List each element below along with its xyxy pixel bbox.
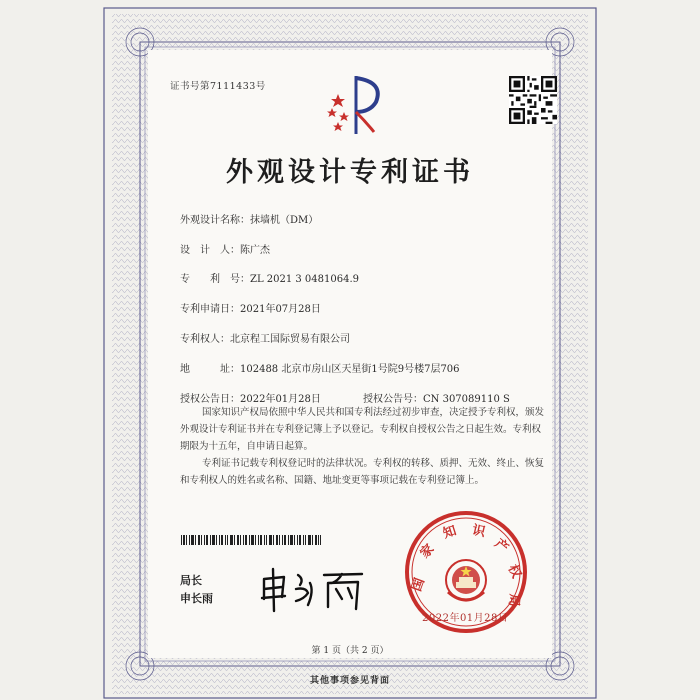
patent-number-label: 专 利 号： bbox=[180, 274, 250, 285]
designer-label: 设 计 人： bbox=[180, 245, 240, 256]
patent-office-emblem-icon bbox=[326, 72, 388, 138]
svg-text:家: 家 bbox=[417, 541, 438, 562]
qr-code-icon bbox=[509, 76, 557, 124]
signatory-title: 局长 bbox=[180, 574, 202, 587]
design-name-label: 外观设计名称： bbox=[180, 215, 250, 226]
svg-text:局: 局 bbox=[505, 593, 522, 608]
design-name-value: 抹墙机（DM） bbox=[250, 215, 319, 226]
address-value: 102488 北京市房山区天星街1号院9号楼7层706 bbox=[240, 364, 460, 375]
grant-number-value: CN 307089110 S bbox=[423, 394, 510, 405]
barcode-icon bbox=[181, 535, 321, 545]
certificate-title: 外观设计专利证书 bbox=[226, 157, 474, 188]
svg-text:国: 国 bbox=[409, 576, 428, 594]
address-label: 地 址： bbox=[180, 364, 240, 375]
filing-date-value: 2021年07月28日 bbox=[240, 304, 321, 315]
svg-text:产: 产 bbox=[491, 536, 512, 557]
svg-text:知: 知 bbox=[441, 523, 459, 542]
filing-date-label: 专利申请日： bbox=[180, 304, 240, 315]
seal-date: 2022年01月28日 bbox=[422, 613, 509, 624]
patent-number-value: ZL 2021 3 0481064.9 bbox=[250, 274, 360, 285]
paragraph-grant-statement: 国家知识产权局依照中华人民共和国专利法经过初步审查，决定授予专利权，颁发外观设计专利证书并在专利登记簿上予以登记。专利权自授权公告之日起生效。专利权期限为十五年，自申请日起算。 bbox=[180, 407, 545, 452]
paragraph-legal-status: 专利证书记载专利权登记时的法律状况。专利权的转移、质押、无效、终止、恢复和专利权人的姓名或名称、国籍、地址变更等事项记载在专利登记簿上。 bbox=[180, 458, 545, 486]
patentee-value: 北京程工国际贸易有限公司 bbox=[230, 334, 350, 345]
grant-number-label: 授权公告号： bbox=[363, 394, 423, 405]
designer-value: 陈广杰 bbox=[240, 245, 270, 256]
grant-date-label: 授权公告日： bbox=[180, 394, 240, 405]
grant-date-value: 2022年01月28日 bbox=[240, 394, 321, 405]
patentee-label: 专利权人： bbox=[180, 334, 230, 345]
field-filing-date bbox=[180, 300, 321, 315]
field-grant-date bbox=[180, 390, 321, 405]
signatory-name: 申长雨 bbox=[180, 592, 213, 605]
field-address bbox=[180, 360, 460, 375]
field-patentee bbox=[180, 330, 350, 345]
page-number: 第 1 页（共 2 页） bbox=[311, 646, 389, 656]
certificate-number: 证书号第7111433号 bbox=[170, 81, 266, 92]
svg-text:权: 权 bbox=[504, 562, 524, 581]
field-patent-number bbox=[180, 270, 359, 285]
field-designer bbox=[180, 241, 270, 256]
footer-note: 其他事项参见背面 bbox=[309, 676, 390, 686]
handwritten-signature-icon bbox=[258, 565, 368, 615]
field-grant-number bbox=[363, 390, 510, 405]
svg-text:识: 识 bbox=[470, 522, 487, 541]
field-design-name bbox=[180, 211, 318, 226]
